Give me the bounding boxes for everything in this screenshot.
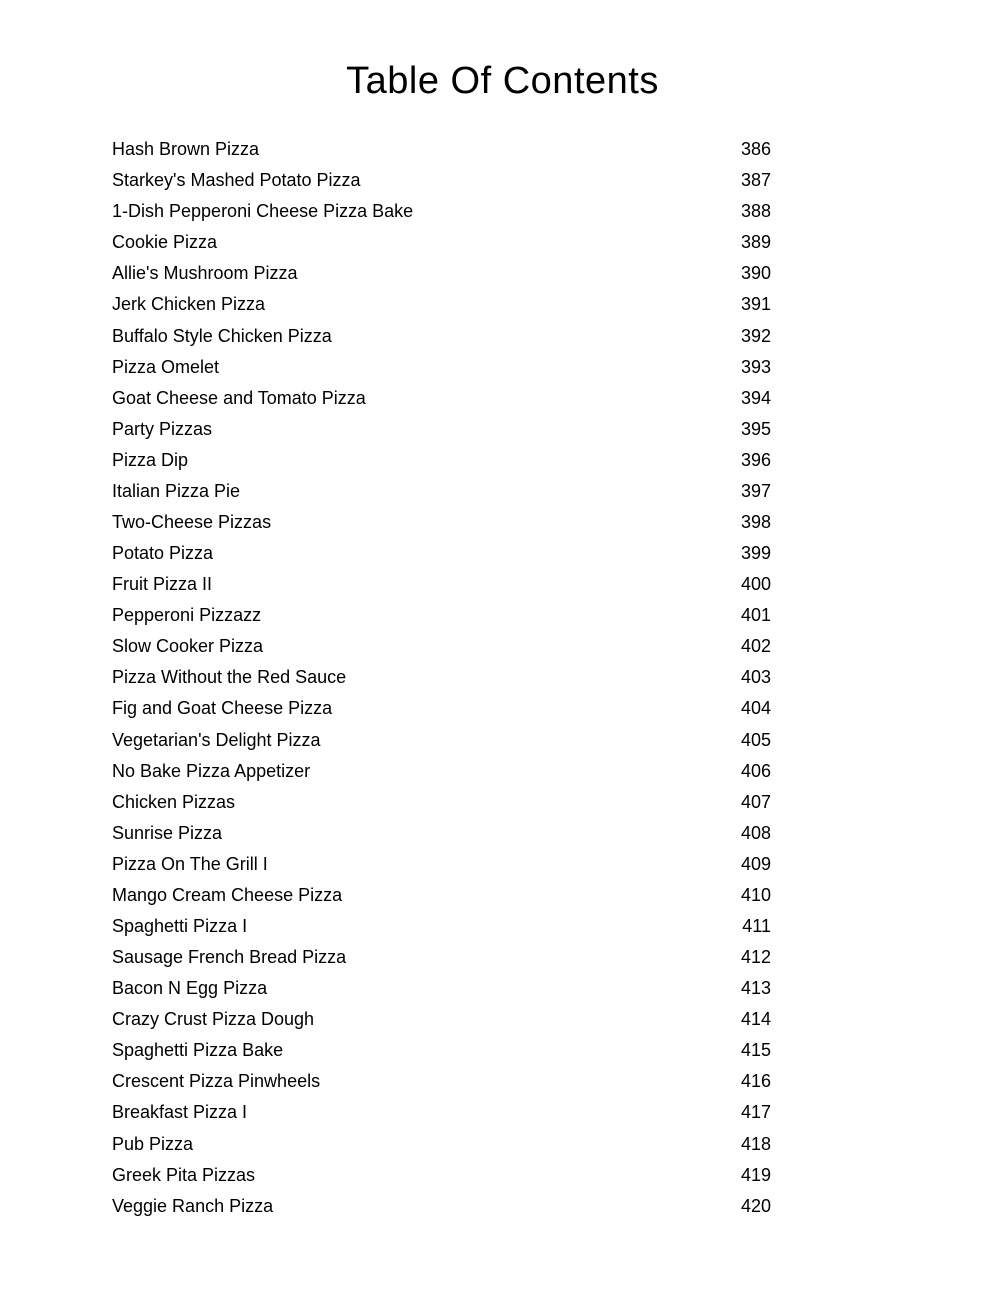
toc-entry-title: Goat Cheese and Tomato Pizza [112,387,366,408]
toc-entry-title: Bacon N Egg Pizza [112,978,268,999]
toc-entry-page: 406 [740,760,771,781]
toc-entry-page: 388 [740,201,771,222]
toc-entry [112,786,771,817]
toc-entry [112,662,771,693]
toc-entry-page: 395 [740,418,771,439]
toc-entry-title: Pub Pizza [112,1133,194,1154]
toc-entry-title: Jerk Chicken Pizza [112,294,266,315]
toc-entry [112,817,771,848]
toc-entry-title: Slow Cooker Pizza [112,636,264,657]
toc-entry [112,693,771,724]
toc-entry-title: Pizza Omelet [112,356,220,377]
toc-entry-page: 401 [740,605,771,626]
toc-entry-title: Cookie Pizza [112,232,218,253]
toc-entry [112,1004,771,1035]
toc-entry [112,538,771,569]
toc-entry-page: 386 [740,139,771,160]
toc-entry-title: Crescent Pizza Pinwheels [112,1071,321,1092]
toc-entry [112,196,771,227]
toc-entry [112,569,771,600]
toc-entry-title: Pepperoni Pizzazz [112,605,262,626]
toc-entry-title: Italian Pizza Pie [112,480,241,501]
toc-entry [112,942,771,973]
toc-entry-page: 419 [740,1164,771,1185]
toc-entry [112,600,771,631]
toc-entry-title: Pizza On The Grill I [112,853,268,874]
toc-entry-page: 416 [740,1071,771,1092]
toc-entry-page: 398 [740,511,771,532]
toc-entry [112,973,771,1004]
toc-entry [112,910,771,941]
toc-entry-title: Mango Cream Cheese Pizza [112,884,343,905]
toc-entry [112,755,771,786]
toc-entry [112,382,771,413]
toc-entry-page: 390 [740,263,771,284]
toc-entry-page: 404 [740,698,771,719]
toc-entry-page: 392 [740,325,771,346]
toc-entry [112,879,771,910]
toc-entry [112,227,771,258]
toc-entry-title: Hash Brown Pizza [112,139,260,160]
toc-entry-page: 400 [740,574,771,595]
toc-entry-title: Vegetarian's Delight Pizza [112,729,321,750]
toc-entry-title: 1-Dish Pepperoni Cheese Pizza Bake [112,201,414,222]
toc-entry [112,724,771,755]
toc-list [112,134,771,1222]
toc-entry-title: Buffalo Style Chicken Pizza [112,325,332,346]
toc-entry-page: 402 [740,636,771,657]
toc-entry-title: No Bake Pizza Appetizer [112,760,311,781]
toc-entry [112,320,771,351]
toc-entry-page: 397 [740,480,771,501]
toc-entry-page: 403 [740,667,771,688]
toc-entry-title: Chicken Pizzas [112,791,236,812]
toc-entry-page: 414 [740,1009,771,1030]
toc-entry [112,413,771,444]
toc-entry-page: 412 [740,947,771,968]
toc-entry-title: Veggie Ranch Pizza [112,1195,274,1216]
toc-entry-page: 396 [740,449,771,470]
toc-entry [112,444,771,475]
toc-entry [112,1035,771,1066]
toc-entry-page: 408 [740,822,771,843]
toc-entry-title: Fruit Pizza II [112,574,213,595]
toc-entry-title: Pizza Dip [112,449,189,470]
toc-entry-page: 420 [740,1195,771,1216]
toc-entry [112,848,771,879]
toc-entry-page: 399 [740,543,771,564]
toc-entry-page: 387 [740,170,771,191]
toc-entry-page: 411 [742,915,771,936]
page-title: Table Of Contents [346,60,659,102]
toc-entry [112,506,771,537]
toc-entry-page: 418 [740,1133,771,1154]
toc-entry-page: 394 [740,387,771,408]
toc-entry-page: 413 [740,978,771,999]
toc-entry-page: 405 [740,729,771,750]
toc-entry-title: Starkey's Mashed Potato Pizza [112,170,361,191]
toc-entry-title: Sausage French Bread Pizza [112,947,347,968]
toc-entry-page: 410 [740,884,771,905]
toc-entry [112,351,771,382]
toc-entry-page: 389 [740,232,771,253]
toc-entry-page: 391 [740,294,771,315]
toc-entry-page: 409 [740,853,771,874]
toc-entry [112,1190,771,1221]
toc-entry-title: Spaghetti Pizza Bake [112,1040,284,1061]
toc-entry-page: 415 [740,1040,771,1061]
toc-entry-title: Sunrise Pizza [112,822,223,843]
toc-entry [112,165,771,196]
toc-entry-title: Greek Pita Pizzas [112,1164,256,1185]
toc-entry [112,258,771,289]
toc-entry-title: Party Pizzas [112,418,213,439]
toc-entry [112,1128,771,1159]
toc-entry-page: 407 [740,791,771,812]
toc-entry [112,1097,771,1128]
toc-entry [112,1159,771,1190]
toc-entry [112,1066,771,1097]
toc-entry [112,631,771,662]
toc-entry [112,289,771,320]
toc-entry-title: Breakfast Pizza I [112,1102,248,1123]
toc-entry-title: Spaghetti Pizza I [112,915,248,936]
toc-entry-title: Allie's Mushroom Pizza [112,263,298,284]
toc-entry-title: Pizza Without the Red Sauce [112,667,347,688]
toc-entry-title: Two-Cheese Pizzas [112,511,272,532]
toc-entry [112,475,771,506]
toc-entry-page: 393 [740,356,771,377]
toc-entry-title: Fig and Goat Cheese Pizza [112,698,333,719]
toc-entry-page: 417 [740,1102,771,1123]
toc-entry-title: Potato Pizza [112,543,214,564]
toc-entry-title: Crazy Crust Pizza Dough [112,1009,315,1030]
toc-entry [112,134,771,165]
